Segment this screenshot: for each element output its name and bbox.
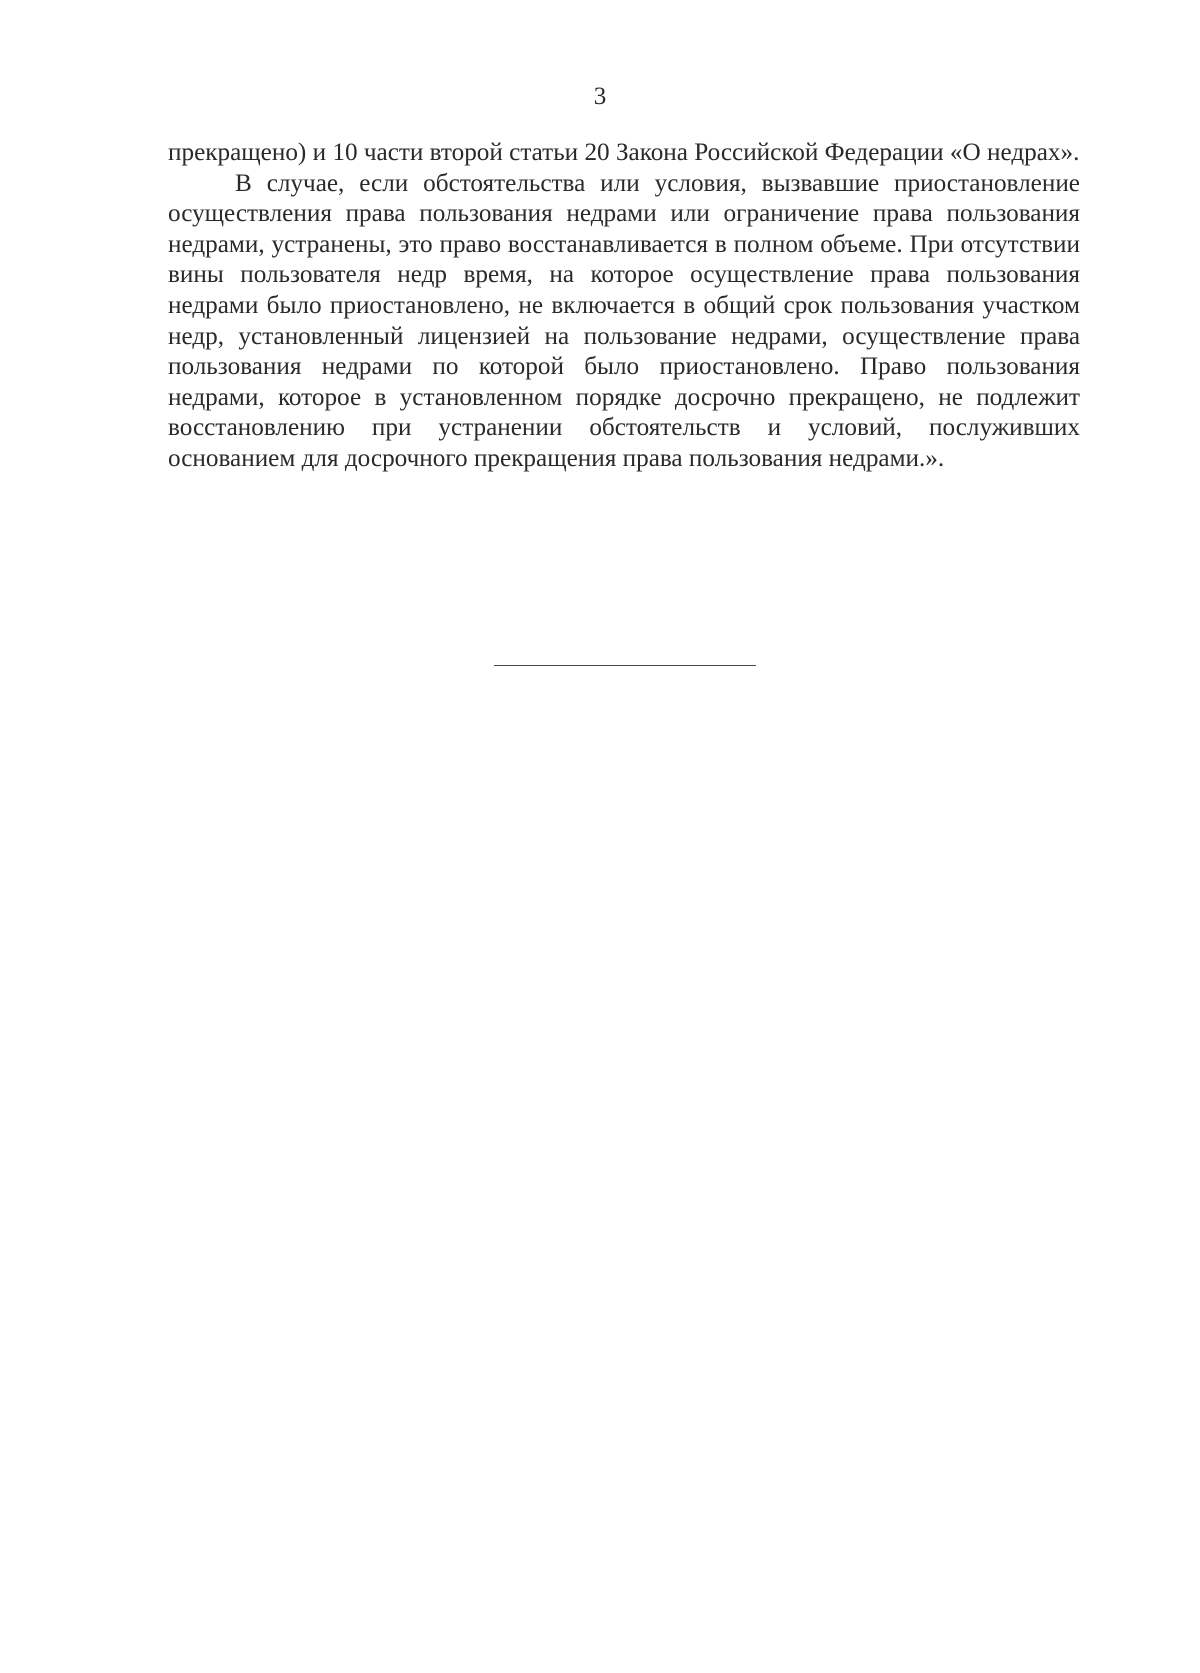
document-body	[168, 138, 1080, 475]
paragraph-restoration-of-rights: В случае, если обстоятельства или условия, вызвавшие приостановление осуществления права пользования недрами или ограничение права пользования недрами, устранены, это право восстанавливается в полном объеме. При отсутствии вины пользователя недр время, на которое осуществление права пользования недрами было приостановлено, не включается в общий срок пользования участком недр, установленный лицензией на пользование недрами, осуществление права пользования недрами по которой было приостановлено. Право пользования недрами, которое в установленном порядке досрочно прекращено, не подлежит восстановлению при устранении обстоятельств и условий, послуживших основанием для досрочного прекращения права пользования недрами.».	[168, 169, 1080, 472]
page-number: 3	[593, 83, 607, 110]
paragraph-continuation: прекращено) и 10 части второй статьи 20 Закона Российской Федерации «О недрах».	[168, 139, 1080, 166]
end-of-text-divider	[494, 665, 756, 666]
